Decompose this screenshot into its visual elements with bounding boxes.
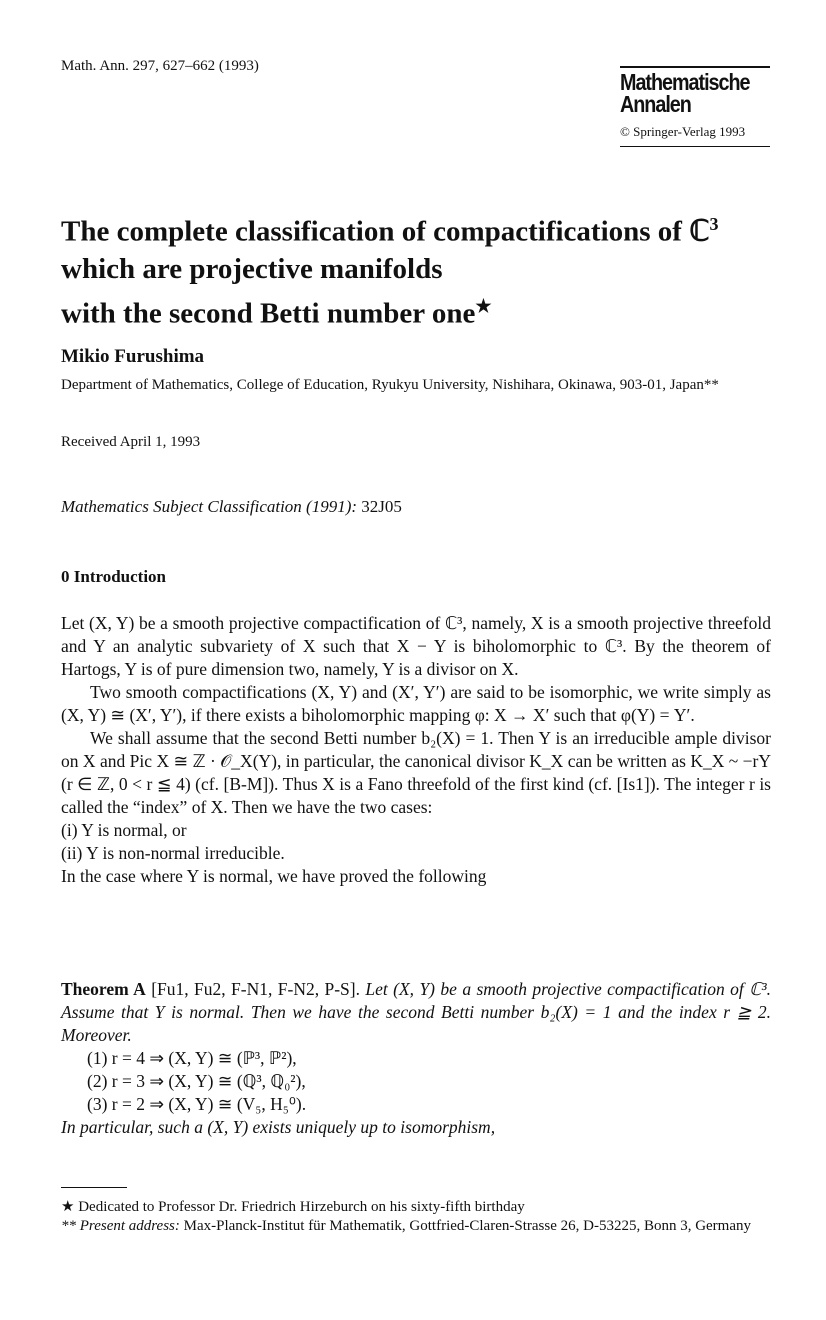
theorem-conclusion: In particular, such a (X, Y) exists uniquely up to isomorphism, <box>61 1117 496 1137</box>
logo-line-2: Annalen <box>620 91 691 117</box>
theorem-item-2: (2) r = 3 ⇒ (X, Y) ≅ (ℚ³, ℚ₀²), <box>87 1071 306 1091</box>
intro-paragraph-2: Two smooth compactifications (X, Y) and (X′, Y′) are said to be isomorphic, we write simply as (X, Y) ≅ (X′, Y′), if there exists a biholomorphic mapping φ: X → X′ such that φ(Y) = Y′. <box>61 682 771 725</box>
title-line-2: which are projective manifolds <box>61 252 443 285</box>
article-title <box>61 206 801 332</box>
logo-line-1: Mathematische <box>620 69 750 95</box>
msc-code: 32J05 <box>361 497 402 516</box>
footnotes <box>61 1198 771 1236</box>
theorem-references: [Fu1, Fu2, F-N1, F-N2, P-S]. <box>151 979 360 999</box>
footnote-dedication: ★ Dedicated to Professor Dr. Friedrich Hirzeburch on his sixty-fifth birthday <box>61 1199 525 1215</box>
theorem-a <box>61 978 771 1139</box>
case-item-1: (i) Y is normal, or <box>61 820 187 840</box>
received-date: Received April 1, 1993 <box>61 434 201 450</box>
logo-top-rule <box>620 66 770 68</box>
title-line-1: The complete classification of compactifications of ℂ <box>61 215 710 248</box>
logo-bottom-rule <box>620 146 770 147</box>
footnote-rule <box>61 1187 127 1188</box>
author-affiliation: Department of Mathematics, College of Education, Ryukyu University, Nishihara, Okinawa, 903-01, Japan** <box>61 377 719 393</box>
theorem-item-1: (1) r = 4 ⇒ (X, Y) ≅ (ℙ³, ℙ²), <box>87 1048 297 1068</box>
theorem-statement: Let (X, Y) be a smooth projective compactification of ℂ³. Assume that Y is normal. Then we have the second Betti number b₂(X) = 1 and the index r ≧ 2. Moreover. <box>61 979 772 1045</box>
footnote-address-text: Max-Planck-Institut für Mathematik, Gottfried-Claren-Strasse 26, D-53225, Bonn 3, Germany <box>183 1218 752 1234</box>
title-superscript: 3 <box>709 214 719 234</box>
intro-paragraph-4: In the case where Y is normal, we have proved the following <box>61 866 487 886</box>
journal-logo <box>620 66 770 147</box>
publisher-copyright: © Springer-Verlag 1993 <box>620 124 746 139</box>
introduction-body <box>61 612 771 888</box>
footnote-address-label: ** Present address: <box>61 1218 180 1234</box>
msc-label: Mathematics Subject Classification (1991): <box>61 497 358 516</box>
subject-classification <box>61 497 402 517</box>
theorem-label: Theorem A <box>61 979 146 999</box>
case-item-2: (ii) Y is non-normal irreducible. <box>61 843 285 863</box>
title-line-3: with the second Betti number one <box>61 297 476 330</box>
title-star-mark: ★ <box>475 295 492 316</box>
theorem-item-3: (3) r = 2 ⇒ (X, Y) ≅ (V₅, H₅⁰). <box>87 1094 307 1114</box>
intro-paragraph-1: Let (X, Y) be a smooth projective compactification of ℂ³, namely, X is a smooth projective threefold and Y an analytic subvariety of X such that X − Y is biholomorphic to ℂ³. By the theorem of Hartogs, Y is of pure dimension two, namely, Y is a divisor on X. <box>61 613 771 679</box>
section-heading: 0 Introduction <box>61 567 167 586</box>
journal-citation: Math. Ann. 297, 627–662 (1993) <box>61 58 259 74</box>
author-name: Mikio Furushima <box>61 346 205 367</box>
intro-paragraph-3: We shall assume that the second Betti number b₂(X) = 1. Then Y is an irreducible ample divisor on X and Pic X ≅ ℤ · 𝒪_X(Y), in particular, the canonical divisor K_X can be written as K_X ~ −rY (r ∈ ℤ, 0 < r ≦ 4) (cf. [B-M]). Thus X is a Fano threefold of the first kind (cf. [Is1]). The integer r is called the “index” of X. Then we have the two cases: <box>61 728 771 817</box>
